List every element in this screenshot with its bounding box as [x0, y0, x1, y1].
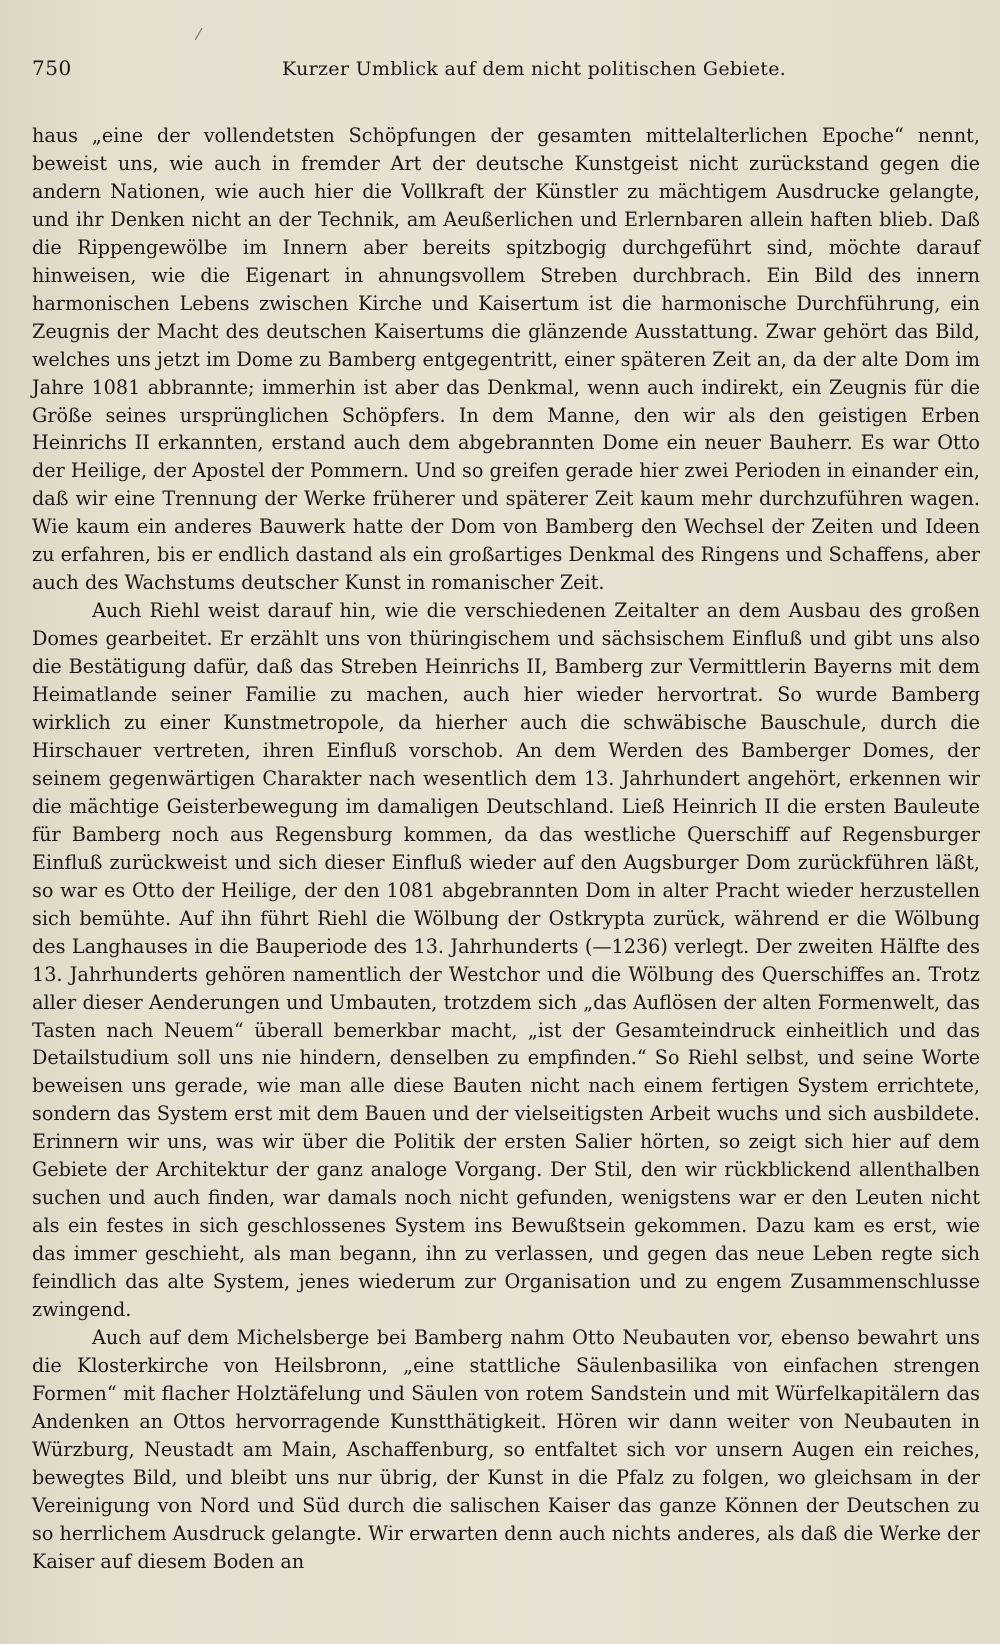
page-header	[32, 56, 980, 90]
page-number: 750	[32, 56, 72, 80]
pencil-mark: /	[194, 23, 204, 44]
body-text	[32, 122, 980, 1576]
running-head: Kurzer Umblick auf dem nicht politischen Gebiete.	[282, 58, 787, 80]
paragraph-1: haus „eine der vollendetsten Schöpfungen der gesamten mittelalterlichen Epoche“ nennt, beweist uns, wie auch in fremder Art der deutsche Kunstgeist nicht zurückstand gegen die andern Nationen, wie auch hier die Vollkraft der Künstler zu mächtigem Ausdrucke gelangte, und ihr Denken nicht an der Technik, am Aeußerlichen und Erlernbaren allein haften blieb. Daß die Rippengewölbe im Innern aber bereits spitzbogig durchgeführt sind, möchte darauf hinweisen, wie die Eigenart in ahnungsvollem Streben durchbrach. Ein Bild des innern harmonischen Lebens zwischen Kirche und Kaisertum ist die harmonische Durchführung, ein Zeugnis der Macht des deutschen Kaisertums die glänzende Ausstattung. Zwar gehört das Bild, welches uns jetzt im Dome zu Bamberg entgegentritt, einer späteren Zeit an, da der alte Dom im Jahre 1081 abbrannte; immerhin ist aber das Denkmal, wenn auch indirekt, ein Zeugnis für die Größe seines ursprünglichen Schöpfers. In dem Manne, den wir als den geistigen Erben Heinrichs II erkannten, erstand auch dem abgebrannten Dome ein neuer Bauherr. Es war Otto der Heilige, der Apostel der Pommern. Und so greifen gerade hier zwei Perioden in einander ein, daß wir eine Trennung der Werke früherer und späterer Zeit kaum mehr durchzuführen wagen. Wie kaum ein anderes Bauwerk hatte der Dom von Bamberg den Wechsel der Zeiten und Ideen zu erfahren, bis er endlich dastand als ein großartiges Denkmal des Ringens und Schaffens, aber auch des Wachstums deutscher Kunst in romanischer Zeit.	[32, 124, 981, 595]
paragraph-2: Auch Riehl weist darauf hin, wie die verschiedenen Zeitalter an dem Ausbau des großen Domes gearbeitet. Er erzählt uns von thüringischem und sächsischem Einfluß und gibt uns also die Bestätigung dafür, daß das Streben Heinrichs II, Bamberg zur Vermittlerin Bayerns mit dem Heimatlande seiner Familie zu machen, auch hier wieder hervortrat. So wurde Bamberg wirklich zu einer Kunstmetropole, da hierher auch die schwäbische Bauschule, durch die Hirschauer vertreten, ihren Einfluß vorschob. An dem Werden des Bamberger Domes, der seinem gegenwärtigen Charakter nach wesentlich dem 13. Jahrhundert angehört, erkennen wir die mächtige Geisterbewegung im damaligen Deutschland. Ließ Heinrich II die ersten Bauleute für Bamberg noch aus Regensburg kommen, da das westliche Querschiff auf Regensburger Einfluß zurückweist und sich dieser Einfluß wieder auf den Augsburger Dom zurückführen läßt, so war es Otto der Heilige, der den 1081 abgebrannten Dom in alter Pracht wieder herzustellen sich bemühte. Auf ihn führt Riehl die Wölbung der Ostkrypta zurück, während er die Wölbung des Langhauses in die Bauperiode des 13. Jahrhunderts (—1236) verlegt. Der zweiten Hälfte des 13. Jahrhunderts gehören namentlich der Westchor und die Wölbung des Querschiffes an. Trotz aller dieser Aenderungen und Umbauten, trotzdem sich „das Auflösen der alten Formenwelt, das Tasten nach Neuem“ überall bemerkbar macht, „ist der Gesamteindruck einheitlich und das Detailstudium soll uns nie hindern, denselben zu empfinden.“ So Riehl selbst, und seine Worte beweisen uns gerade, wie man alle diese Bauten nicht nach einem fertigen System errichtete, sondern das System erst mit dem Bauen und der vielseitigsten Arbeit wuchs und sich ausbildete. Erinnern wir uns, was wir über die Politik der ersten Salier hörten, so zeigt sich hier auf dem Gebiete der Architektur der ganz analoge Vorgang. Der Stil, den wir rückblickend allenthalben suchen und auch finden, war damals noch nicht gefunden, wenigstens war er den Leuten nicht als ein festes in sich geschlossenes System ins Bewußtsein gekommen. Dazu kam es erst, wie das immer geschieht, als man begann, ihn zu verlassen, und gegen das neue Leben regte sich feindlich das alte System, jenes wiederum zur Organisation und zu engem Zusammenschlusse zwingend.	[32, 599, 980, 1322]
paragraph-3: Auch auf dem Michelsberge bei Bamberg nahm Otto Neubauten vor, ebenso bewahrt uns die Klosterkirche von Heilsbronn, „eine stattliche Säulenbasilika von einfachen strengen Formen“ mit flacher Holztäfelung und Säulen von rotem Sandstein und mit Würfelkapitälern das Andenken an Ottos hervorragende Kunstthätigkeit. Hören wir dann weiter von Neubauten in Würzburg, Neustadt am Main, Aschaffenburg, so entfaltet sich vor unsern Augen ein reiches, bewegtes Bild, und bleibt uns nur übrig, der Kunst in die Pfalz zu folgen, wo gleichsam in der Vereinigung von Nord und Süd durch die salischen Kaiser das ganze Können der Deutschen zu so herrlichem Ausdruck gelangte. Wir erwarten denn auch nichts anderes, als daß die Werke der Kaiser auf diesem Boden an	[32, 1325, 980, 1573]
